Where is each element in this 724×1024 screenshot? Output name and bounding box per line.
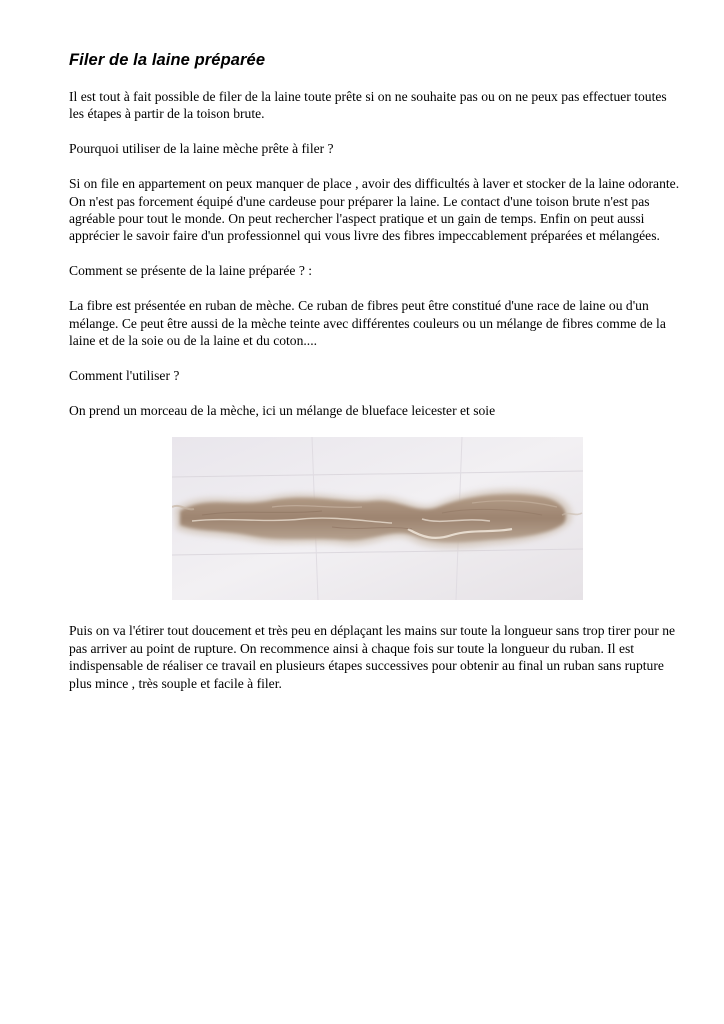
question-presentation: Comment se présente de la laine préparée ? : [69, 263, 313, 279]
usage-paragraph: On prend un morceau de la mèche, ici un mélange de blueface leicester et soie [69, 402, 496, 418]
question-usage: Comment l'utiliser ? [69, 367, 180, 383]
document-page [69, 48, 681, 709]
page-title: Filer de la laine préparée [69, 51, 266, 69]
question-why: Pourquoi utiliser de la laine mèche prête à filer ? [69, 141, 334, 157]
stretching-paragraph: Puis on va l'étirer tout doucement et très peu en déplaçant les mains sur toute la longueur sans trop tirer pour ne pas arriver au point de rupture. On recommence ainsi à chaque fois sur toute la longueur du ruban. Il est indispensable de réaliser ce travail en plusieurs étapes successives pour obtenir au final un ruban sans rupture plus mince , très souple et facile à filer. [69, 623, 676, 691]
presentation-paragraph: La fibre est présentée en ruban de mèche. Ce ruban de fibres peut être constitué d'une race de laine ou d'un mélange. Ce peut être aussi de la mèche teinte avec différentes couleurs ou un mélange de fibres comme de la laine et de la soie ou de la laine et du coton.... [69, 298, 666, 349]
intro-paragraph: Il est tout à fait possible de filer de la laine toute prête si on ne souhaite pas ou on ne peux pas effectuer toutes les étapes à partir de la toison brute. [69, 89, 667, 122]
wool-roving-photo [172, 437, 583, 600]
reasons-paragraph: Si on file en appartement on peux manquer de place , avoir des difficultés à laver et stocker de la laine odorante. On n'est pas forcement équipé d'une cardeuse pour préparer la laine. Le contact d'une toison brute n'est pas agréable pour tout le monde. On peut rechercher l'aspect pratique et un gain de temps. Enfin on peut aussi apprécier le savoir faire d'un professionnel qui vous livre des fibres impeccablement préparées et mélangées. [69, 176, 680, 244]
